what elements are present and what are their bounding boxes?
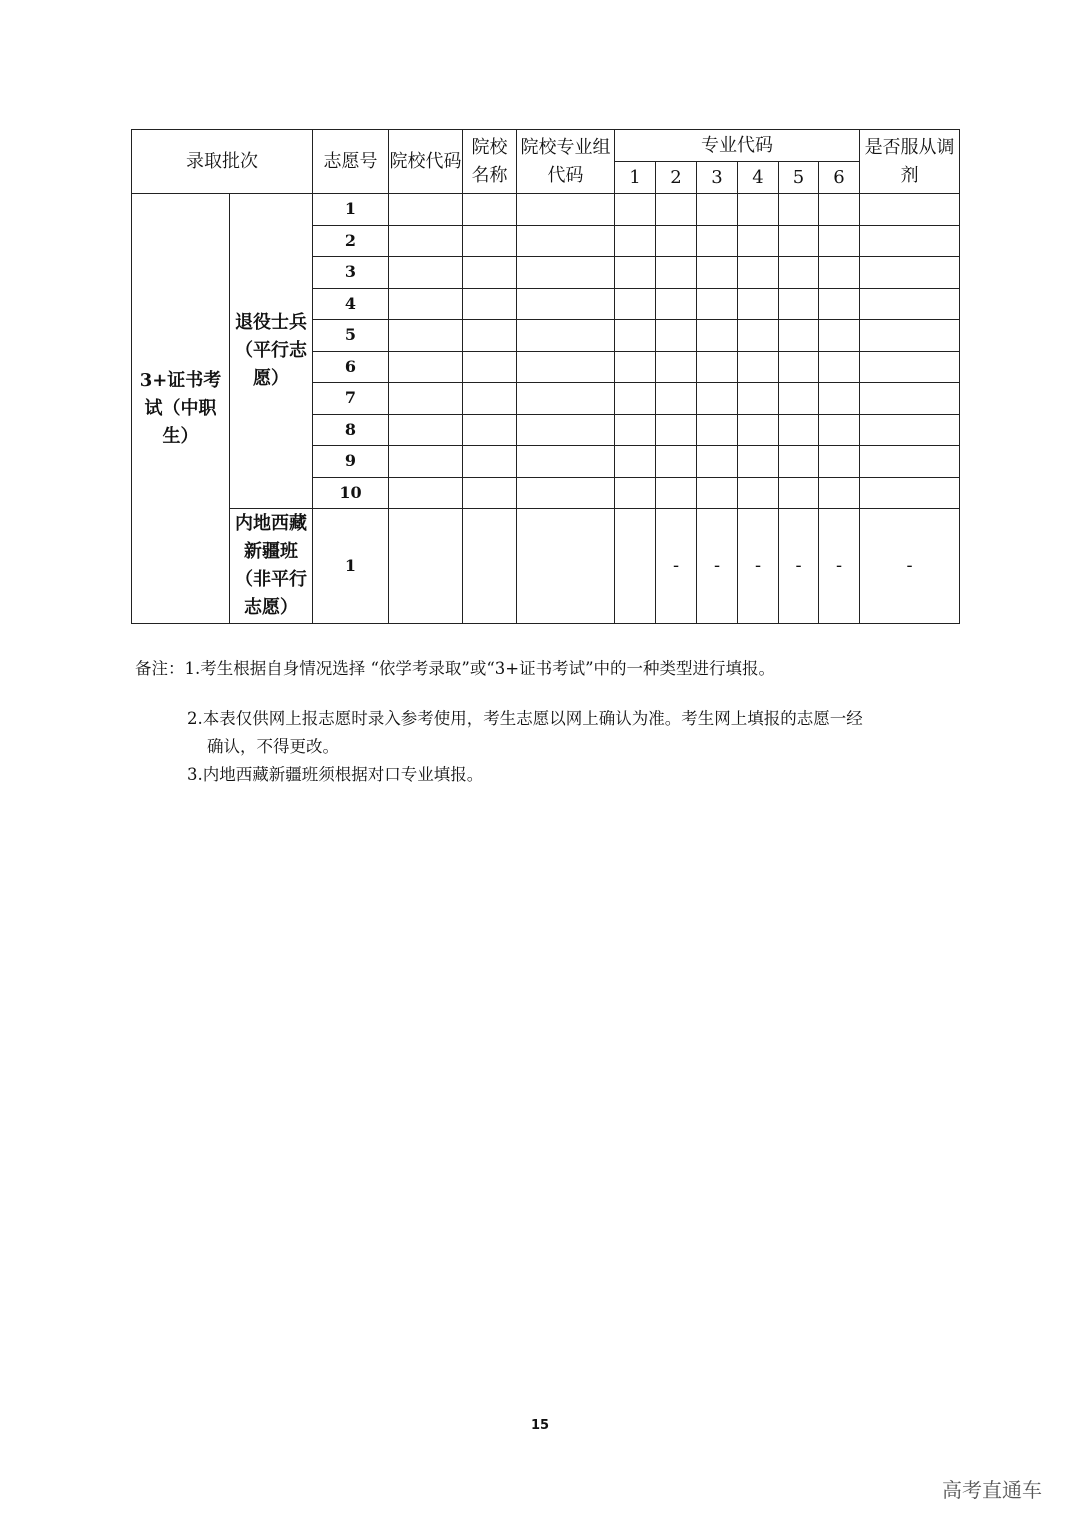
- form-cell[interactable]: [463, 509, 517, 624]
- note-1: 1.考生根据自身情况选择 “依学考录取”或“3+证书考试”中的一种类型进行填报。: [184, 659, 776, 678]
- form-cell[interactable]: [517, 383, 615, 415]
- form-cell[interactable]: [463, 446, 517, 478]
- form-cell[interactable]: [463, 351, 517, 383]
- form-cell[interactable]: [517, 351, 615, 383]
- form-cell[interactable]: [615, 351, 656, 383]
- form-cell[interactable]: [819, 320, 860, 352]
- form-cell[interactable]: [389, 351, 463, 383]
- form-cell[interactable]: [738, 414, 779, 446]
- form-cell[interactable]: [656, 446, 697, 478]
- form-cell[interactable]: [779, 414, 819, 446]
- form-cell[interactable]: [517, 320, 615, 352]
- form-cell[interactable]: [463, 383, 517, 415]
- form-cell[interactable]: [860, 194, 960, 226]
- form-cell[interactable]: [738, 225, 779, 257]
- form-cell[interactable]: [779, 477, 819, 509]
- group-xizang-xinjiang: 内地西藏新疆班（非平行志愿）: [230, 509, 313, 624]
- form-cell[interactable]: [738, 194, 779, 226]
- header-batch: 录取批次: [132, 130, 313, 194]
- form-cell[interactable]: [389, 320, 463, 352]
- form-cell[interactable]: -: [819, 509, 860, 624]
- form-cell[interactable]: [463, 257, 517, 289]
- form-cell[interactable]: [779, 257, 819, 289]
- form-cell[interactable]: [860, 225, 960, 257]
- form-cell[interactable]: [860, 414, 960, 446]
- form-cell[interactable]: [860, 257, 960, 289]
- form-cell[interactable]: [697, 383, 738, 415]
- form-cell[interactable]: [656, 414, 697, 446]
- note-3: 3.内地西藏新疆班须根据对口专业填报。: [187, 765, 484, 784]
- form-cell[interactable]: [517, 477, 615, 509]
- form-cell[interactable]: [389, 477, 463, 509]
- form-cell[interactable]: [656, 225, 697, 257]
- note-2b: 确认，不得更改。: [207, 737, 339, 756]
- form-cell[interactable]: [656, 383, 697, 415]
- form-cell[interactable]: [860, 477, 960, 509]
- form-cell[interactable]: [389, 383, 463, 415]
- form-cell[interactable]: [697, 257, 738, 289]
- form-cell[interactable]: [656, 194, 697, 226]
- form-cell[interactable]: [860, 320, 960, 352]
- form-cell[interactable]: [615, 414, 656, 446]
- form-cell[interactable]: [697, 351, 738, 383]
- form-cell[interactable]: [615, 225, 656, 257]
- form-cell[interactable]: [738, 288, 779, 320]
- form-cell[interactable]: [779, 383, 819, 415]
- form-cell[interactable]: [656, 351, 697, 383]
- choice-number: 4: [313, 288, 389, 320]
- form-cell[interactable]: [656, 477, 697, 509]
- choice-number: 6: [313, 351, 389, 383]
- form-cell[interactable]: -: [779, 509, 819, 624]
- form-cell[interactable]: [389, 446, 463, 478]
- page-number: 15: [530, 1418, 550, 1433]
- choice-number: 5: [313, 320, 389, 352]
- form-cell[interactable]: [819, 383, 860, 415]
- choice-number: 9: [313, 446, 389, 478]
- form-cell[interactable]: [860, 446, 960, 478]
- form-cell[interactable]: [819, 351, 860, 383]
- form-cell[interactable]: [697, 414, 738, 446]
- form-cell[interactable]: [463, 194, 517, 226]
- header-major-code: 专业代码: [615, 130, 860, 162]
- form-cell[interactable]: [738, 320, 779, 352]
- form-cell[interactable]: [697, 225, 738, 257]
- table-row: [132, 509, 960, 624]
- form-cell[interactable]: [517, 446, 615, 478]
- form-cell[interactable]: -: [656, 509, 697, 624]
- form-cell[interactable]: [860, 383, 960, 415]
- form-cell[interactable]: [517, 225, 615, 257]
- form-cell[interactable]: [615, 477, 656, 509]
- form-cell[interactable]: [517, 288, 615, 320]
- form-cell[interactable]: [860, 288, 960, 320]
- table-row: [132, 194, 960, 226]
- application-form-table: [131, 129, 960, 624]
- batch-name: 3+证书考试（中职生）: [132, 194, 230, 624]
- form-cell[interactable]: [697, 446, 738, 478]
- form-cell[interactable]: [697, 194, 738, 226]
- note-2a: 2.本表仅供网上报志愿时录入参考使用，考生志愿以网上确认为准。考生网上填报的志愿一经: [187, 709, 863, 728]
- form-cell[interactable]: [697, 320, 738, 352]
- form-cell[interactable]: [656, 257, 697, 289]
- notes-label: 备注：: [135, 659, 185, 678]
- form-cell[interactable]: [615, 383, 656, 415]
- form-cell[interactable]: [738, 383, 779, 415]
- form-cell[interactable]: [517, 509, 615, 624]
- form-cell[interactable]: [819, 257, 860, 289]
- form-cell[interactable]: [819, 194, 860, 226]
- form-cell[interactable]: [389, 257, 463, 289]
- form-cell[interactable]: [819, 225, 860, 257]
- form-cell[interactable]: [779, 194, 819, 226]
- form-cell[interactable]: [819, 288, 860, 320]
- form-cell[interactable]: [517, 257, 615, 289]
- watermark: 高考直通车: [942, 1478, 1042, 1502]
- form-cell[interactable]: [389, 288, 463, 320]
- form-cell[interactable]: [615, 194, 656, 226]
- form-cell[interactable]: [779, 446, 819, 478]
- header-school-name: 院校名称: [463, 130, 517, 194]
- form-cell[interactable]: [389, 509, 463, 624]
- form-cell[interactable]: [656, 320, 697, 352]
- form-cell[interactable]: [738, 446, 779, 478]
- form-cell[interactable]: [819, 414, 860, 446]
- form-cell[interactable]: -: [697, 509, 738, 624]
- form-cell[interactable]: [860, 351, 960, 383]
- form-cell[interactable]: [389, 414, 463, 446]
- header-major-col: 6: [819, 162, 860, 194]
- form-cell[interactable]: [738, 351, 779, 383]
- choice-number: 2: [313, 225, 389, 257]
- form-cell[interactable]: [463, 414, 517, 446]
- form-cell[interactable]: [615, 509, 656, 624]
- form-cell[interactable]: [615, 320, 656, 352]
- choice-number: 8: [313, 414, 389, 446]
- form-cell[interactable]: -: [738, 509, 779, 624]
- choice-number: 1: [313, 194, 389, 226]
- form-cell[interactable]: [389, 194, 463, 226]
- form-cell[interactable]: [738, 477, 779, 509]
- form-cell[interactable]: [463, 320, 517, 352]
- form-cell[interactable]: [656, 288, 697, 320]
- form-cell[interactable]: [463, 288, 517, 320]
- form-cell[interactable]: [615, 288, 656, 320]
- header-choice-no: 志愿号: [313, 130, 389, 194]
- form-cell[interactable]: [389, 225, 463, 257]
- form-cell[interactable]: [779, 288, 819, 320]
- form-cell[interactable]: [779, 225, 819, 257]
- form-cell[interactable]: [819, 477, 860, 509]
- form-cell[interactable]: [615, 446, 656, 478]
- form-cell[interactable]: [517, 414, 615, 446]
- choice-number: 10: [313, 477, 389, 509]
- header-adjust: 是否服从调剂: [860, 130, 960, 194]
- form-cell[interactable]: [819, 446, 860, 478]
- choice-number: 3: [313, 257, 389, 289]
- header-group-code: 院校专业组代码: [517, 130, 615, 194]
- header-major-col: 2: [656, 162, 697, 194]
- notes: [135, 655, 863, 789]
- form-cell[interactable]: [779, 351, 819, 383]
- header-major-col: 4: [738, 162, 779, 194]
- form-cell[interactable]: [779, 320, 819, 352]
- form-cell[interactable]: [697, 477, 738, 509]
- form-cell[interactable]: [517, 194, 615, 226]
- header-major-col: 3: [697, 162, 738, 194]
- group-veterans: 退役士兵（平行志愿）: [230, 194, 313, 509]
- form-cell[interactable]: [738, 257, 779, 289]
- header-major-col: 5: [779, 162, 819, 194]
- form-cell[interactable]: [615, 257, 656, 289]
- header-major-col: 1: [615, 162, 656, 194]
- form-cell[interactable]: [463, 477, 517, 509]
- choice-number: 7: [313, 383, 389, 415]
- form-cell[interactable]: -: [860, 509, 960, 624]
- form-cell[interactable]: [463, 225, 517, 257]
- header-school-code: 院校代码: [389, 130, 463, 194]
- form-cell[interactable]: [697, 288, 738, 320]
- choice-number: 1: [313, 509, 389, 624]
